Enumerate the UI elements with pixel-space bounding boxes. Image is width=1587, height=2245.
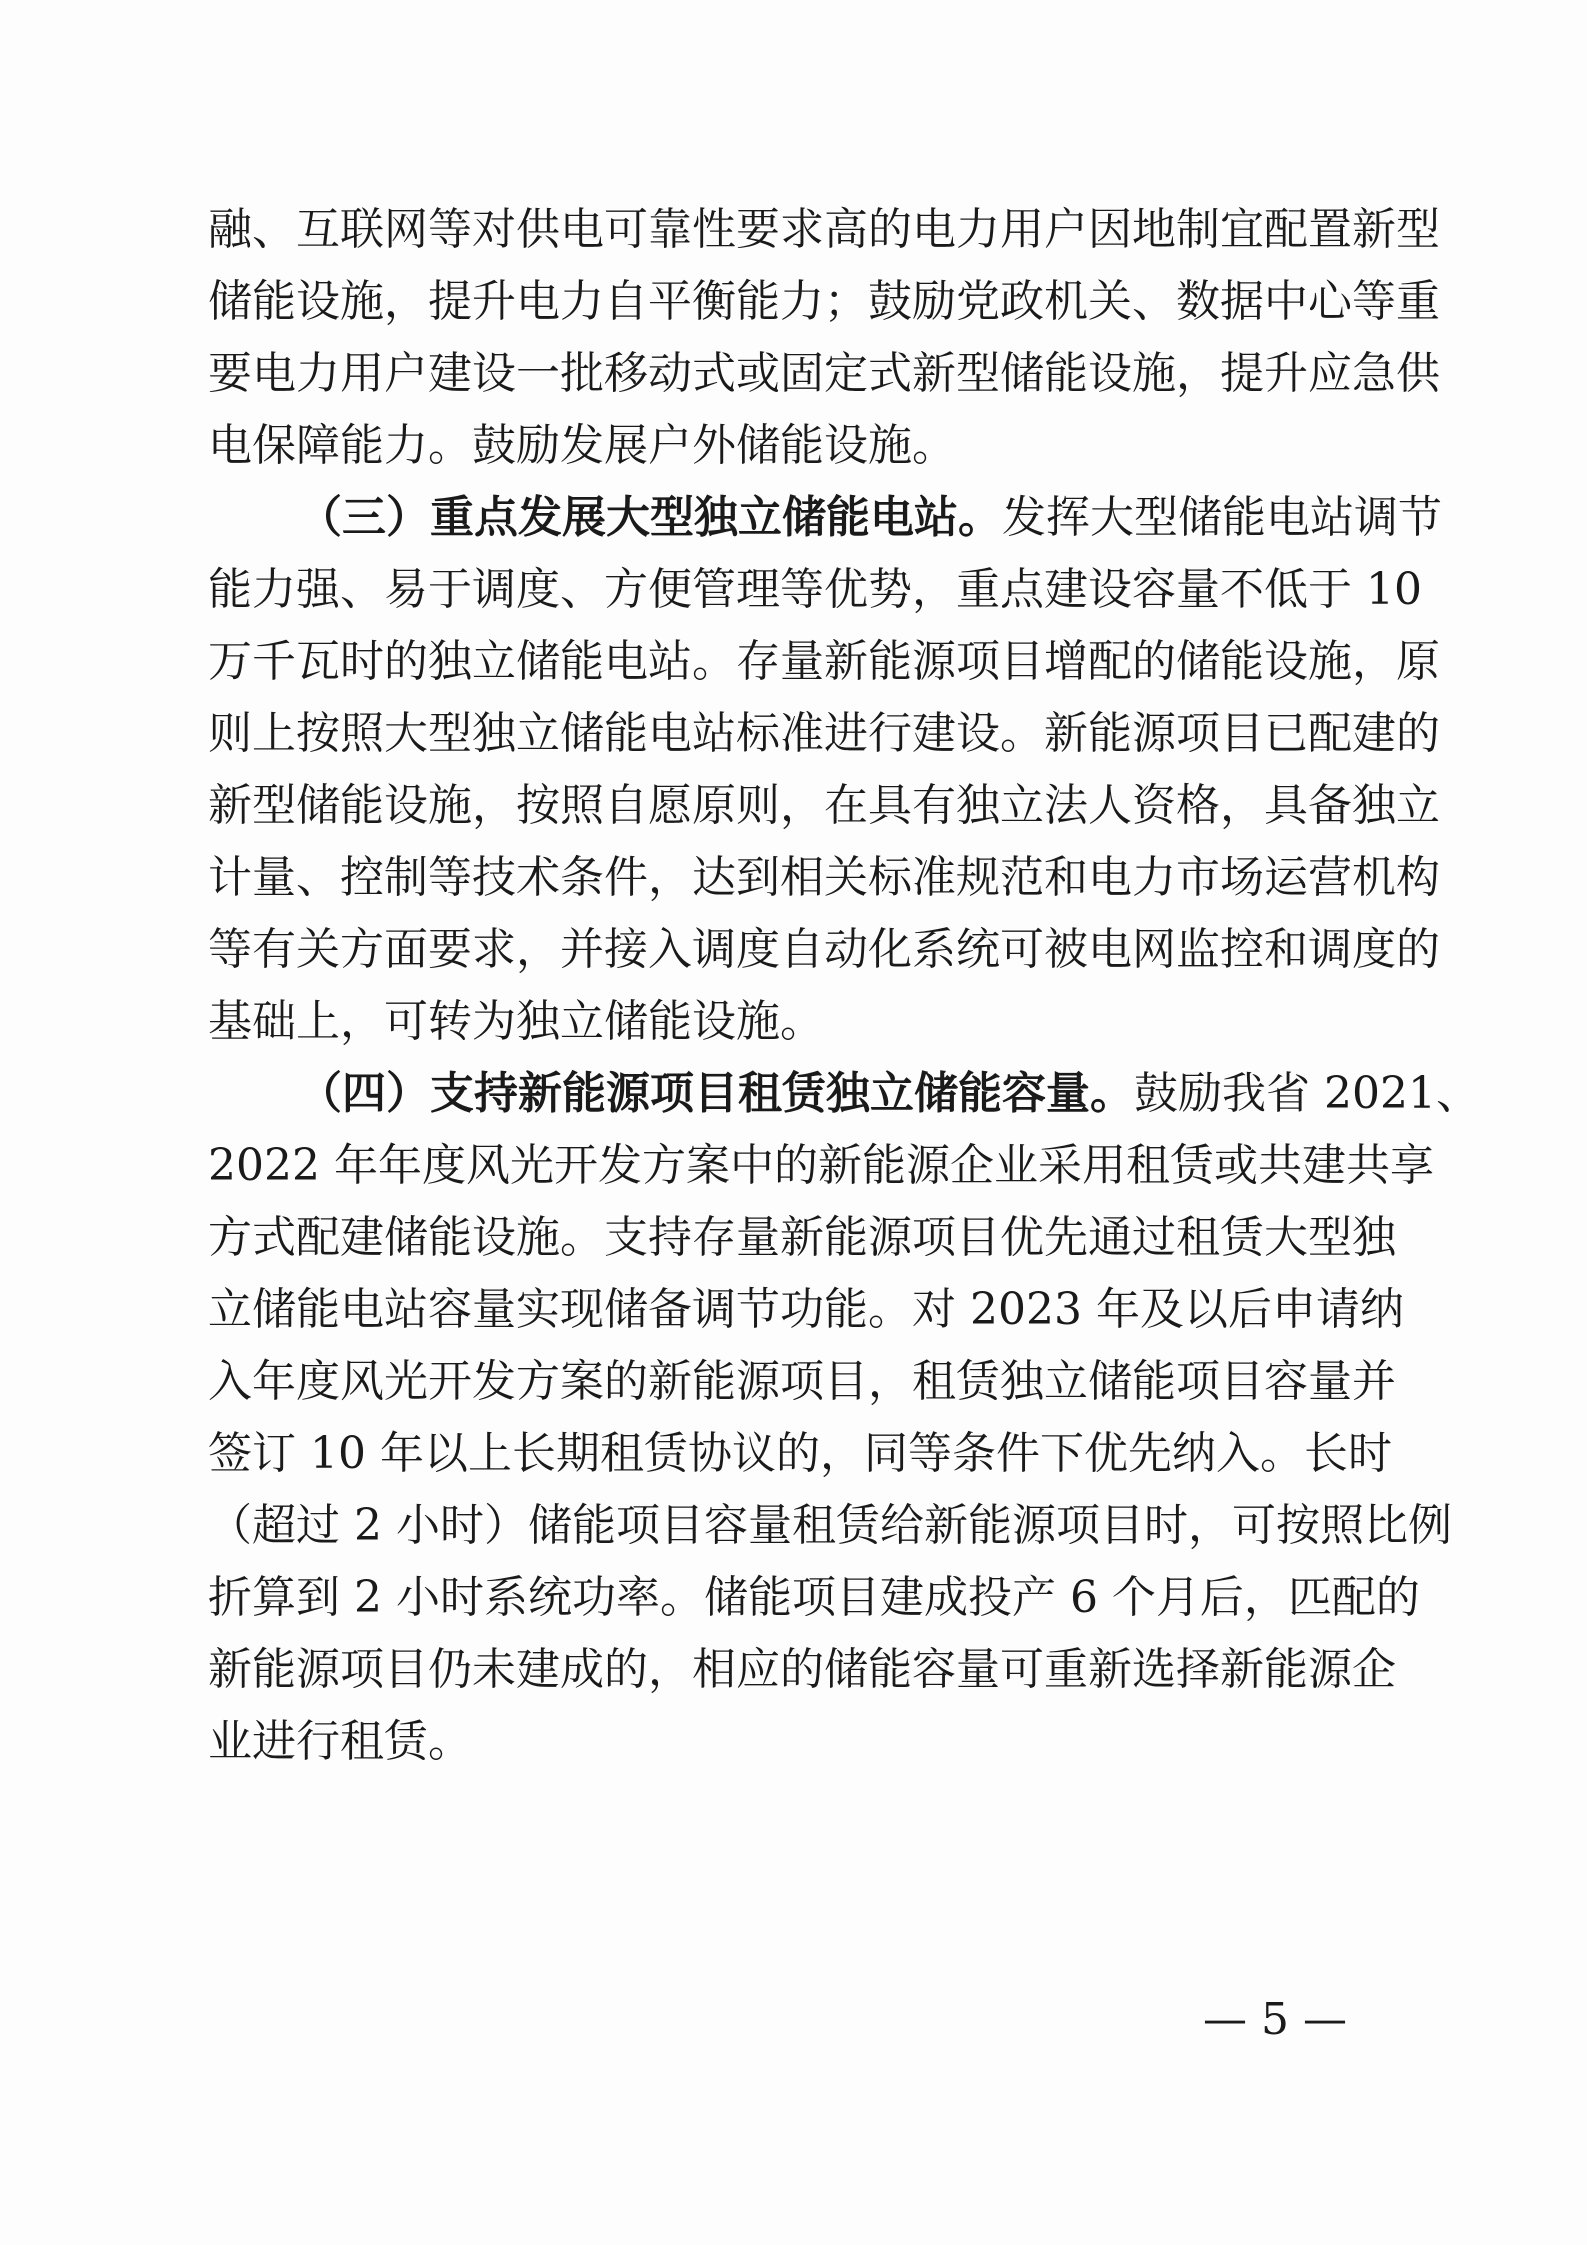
- paragraph-line: 入年度风光开发方案的新能源项目，租赁独立储能项目容量并: [208, 1356, 1396, 1407]
- paragraph-line: 万千瓦时的独立储能电站。存量新能源项目增配的储能设施，原: [208, 636, 1440, 687]
- paragraph-line: 折算到 2 小时系统功率。储能项目建成投产 6 个月后，匹配的: [208, 1572, 1420, 1623]
- paragraph-line: 计量、控制等技术条件，达到相关标准规范和电力市场运营机构: [208, 852, 1440, 903]
- paragraph-line: 则上按照大型独立储能电站标准进行建设。新能源项目已配建的: [208, 708, 1440, 759]
- section-3-heading: （三）重点发展大型独立储能电站。: [298, 492, 1002, 543]
- paragraph-line: （超过 2 小时）储能项目容量租赁给新能源项目时，可按照比例: [208, 1500, 1452, 1551]
- paragraph-line: 新能源项目仍未建成的，相应的储能容量可重新选择新能源企: [208, 1644, 1396, 1695]
- paragraph-line: 2022 年年度风光开发方案中的新能源企业采用租赁或共建共享: [208, 1140, 1434, 1191]
- paragraph-line: 要电力用户建设一批移动式或固定式新型储能设施，提升应急供: [208, 348, 1440, 399]
- page-number: — 5 —: [1203, 1994, 1347, 2045]
- paragraph-line: 储能设施，提升电力自平衡能力；鼓励党政机关、数据中心等重: [208, 276, 1440, 327]
- paragraph-line: 能力强、易于调度、方便管理等优势，重点建设容量不低于 10: [208, 564, 1422, 615]
- paragraph-line: 新型储能设施，按照自愿原则，在具有独立法人资格，具备独立: [208, 780, 1440, 831]
- paragraph-line: 基础上，可转为独立储能设施。: [208, 996, 824, 1047]
- paragraph-line: 签订 10 年以上长期租赁协议的，同等条件下优先纳入。长时: [208, 1428, 1392, 1479]
- paragraph-line: 方式配建储能设施。支持存量新能源项目优先通过租赁大型独: [208, 1212, 1396, 1263]
- section-4-heading: （四）支持新能源项目租赁独立储能容量。: [298, 1068, 1134, 1119]
- section-4-first-line: [298, 1064, 1480, 1124]
- section-4-first-line-text: 鼓励我省 2021、: [1134, 1068, 1480, 1119]
- section-3-first-line: [298, 488, 1442, 548]
- paragraph-line: 业进行租赁。: [208, 1716, 472, 1767]
- section-3-first-line-text: 发挥大型储能电站调节: [1002, 492, 1442, 543]
- paragraph-line: 等有关方面要求，并接入调度自动化系统可被电网监控和调度的: [208, 924, 1440, 975]
- paragraph-line: 融、互联网等对供电可靠性要求高的电力用户因地制宜配置新型: [208, 204, 1440, 255]
- paragraph-line: 电保障能力。鼓励发展户外储能设施。: [208, 420, 956, 471]
- paragraph-line: 立储能电站容量实现储备调节功能。对 2023 年及以后申请纳: [208, 1284, 1404, 1335]
